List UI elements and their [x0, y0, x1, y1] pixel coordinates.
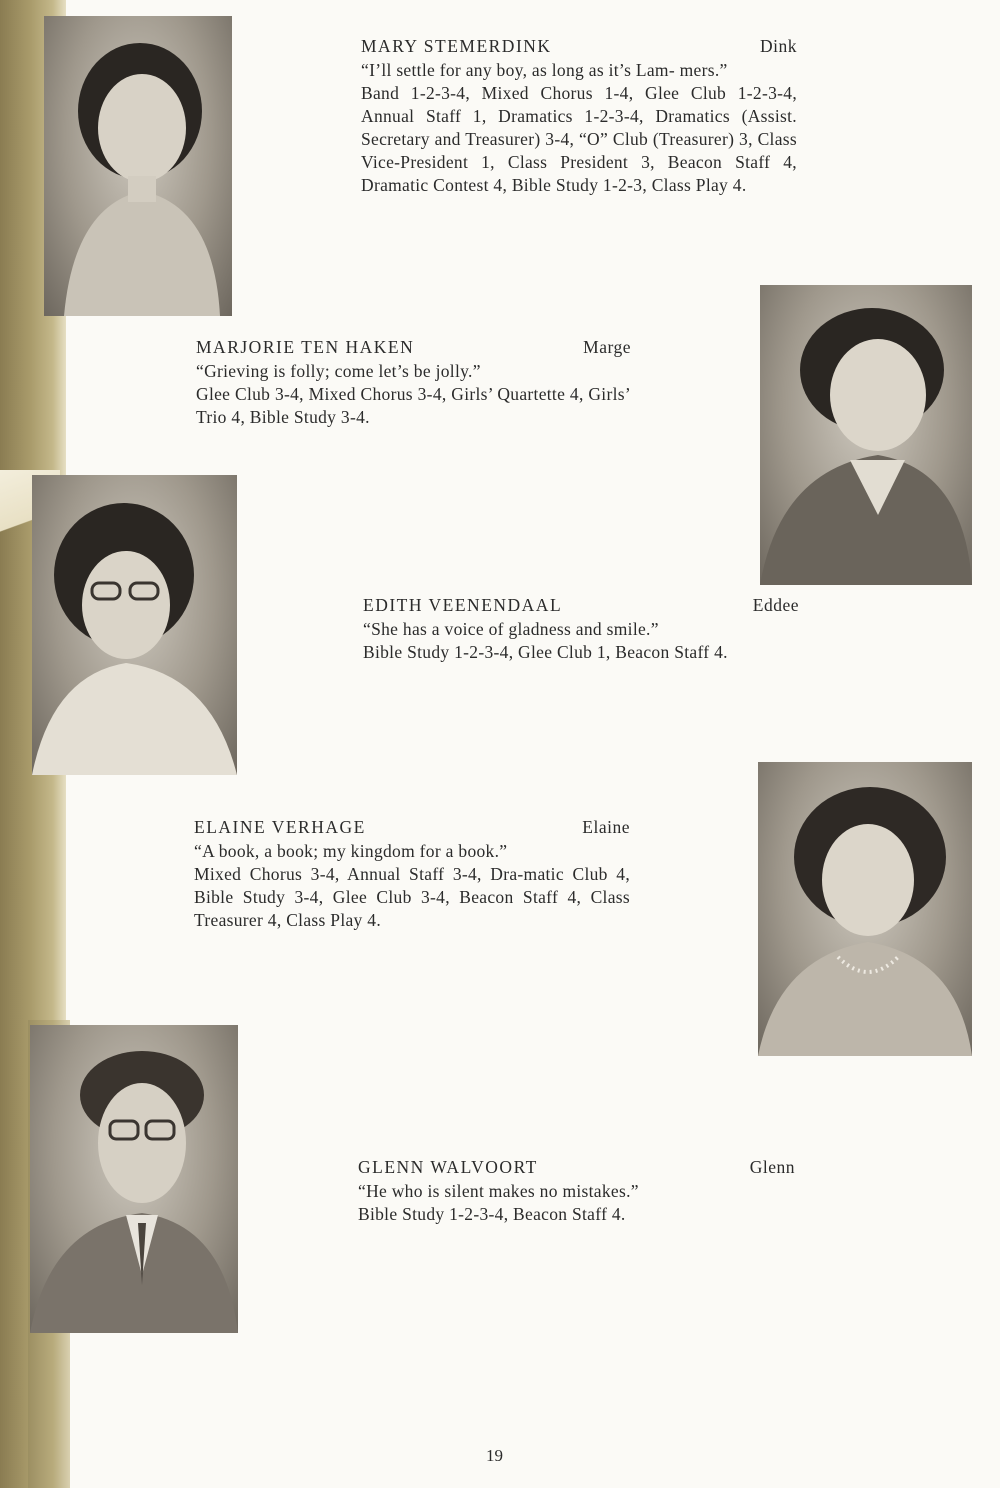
- student-activities: Bible Study 1-2-3-4, Beacon Staff 4.: [358, 1204, 626, 1224]
- portrait-photo: [32, 475, 237, 775]
- student-activities: Band 1-2-3-4, Mixed Chorus 1-4, Glee Club 1-2-3-4, Annual Staff 1, Dramatics 1-2-3-4, Dramatics (Assist. Secretary and Treasurer) 3-4, “O” Club (Treasurer) 3, Class Vice-President 1, Class President 3, Beacon Staff 4, Dramatic Contest 4, Bible Study 1-2-3, Class Play 4.: [361, 83, 797, 195]
- portrait-photo: [30, 1025, 238, 1333]
- page-number: 19: [486, 1446, 503, 1465]
- student-quote: “A book, a book; my kingdom for a book.”: [194, 841, 508, 861]
- portrait-silhouette: [30, 1025, 238, 1333]
- student-activities: Glee Club 3-4, Mixed Chorus 3-4, Girls’ Quartette 4, Girls’ Trio 4, Bible Study 3-4.: [196, 384, 631, 427]
- student-activities: Mixed Chorus 3-4, Annual Staff 3-4, Dra-matic Club 4, Bible Study 3-4, Glee Club 3-4, Beacon Staff 4, Class Treasurer 4, Class Play 4.: [194, 864, 630, 930]
- student-name: MARJORIE TEN HAKEN: [196, 337, 415, 357]
- student-name: MARY STEMERDINK: [361, 36, 552, 56]
- student-name: ELAINE VERHAGE: [194, 817, 366, 837]
- portrait-silhouette: [32, 475, 237, 775]
- name-line: [363, 595, 799, 616]
- name-line: [196, 337, 631, 358]
- name-line: [361, 36, 797, 57]
- student-nickname: Eddee: [752, 595, 799, 615]
- student-nickname: Marge: [583, 337, 631, 357]
- portrait-photo: [758, 762, 972, 1056]
- student-activities: Bible Study 1-2-3-4, Glee Club 1, Beacon Staff 4.: [363, 642, 728, 662]
- portrait-silhouette: [758, 762, 972, 1056]
- student-entry: [361, 36, 797, 197]
- student-nickname: Elaine: [582, 817, 630, 837]
- student-quote: “Grieving is folly; come let’s be jolly.”: [196, 361, 481, 381]
- student-quote: “She has a voice of gladness and smile.”: [363, 619, 659, 639]
- student-name: GLENN WALVOORT: [358, 1157, 538, 1177]
- student-entry: [363, 595, 799, 664]
- student-nickname: Glenn: [749, 1157, 795, 1177]
- portrait-photo: [44, 16, 232, 316]
- student-nickname: Dink: [760, 36, 797, 56]
- student-quote: “I’ll settle for any boy, as long as it’s Lam- mers.”: [361, 60, 728, 80]
- name-line: [194, 817, 630, 838]
- student-name: EDITH VEENENDAAL: [363, 595, 563, 615]
- student-entry: [358, 1157, 795, 1226]
- name-line: [358, 1157, 795, 1178]
- student-entry: [194, 817, 630, 932]
- portrait-photo: [760, 285, 972, 585]
- portrait-silhouette: [760, 285, 972, 585]
- student-entry: [196, 337, 631, 429]
- portrait-silhouette: [44, 16, 232, 316]
- student-quote: “He who is silent makes no mistakes.”: [358, 1181, 639, 1201]
